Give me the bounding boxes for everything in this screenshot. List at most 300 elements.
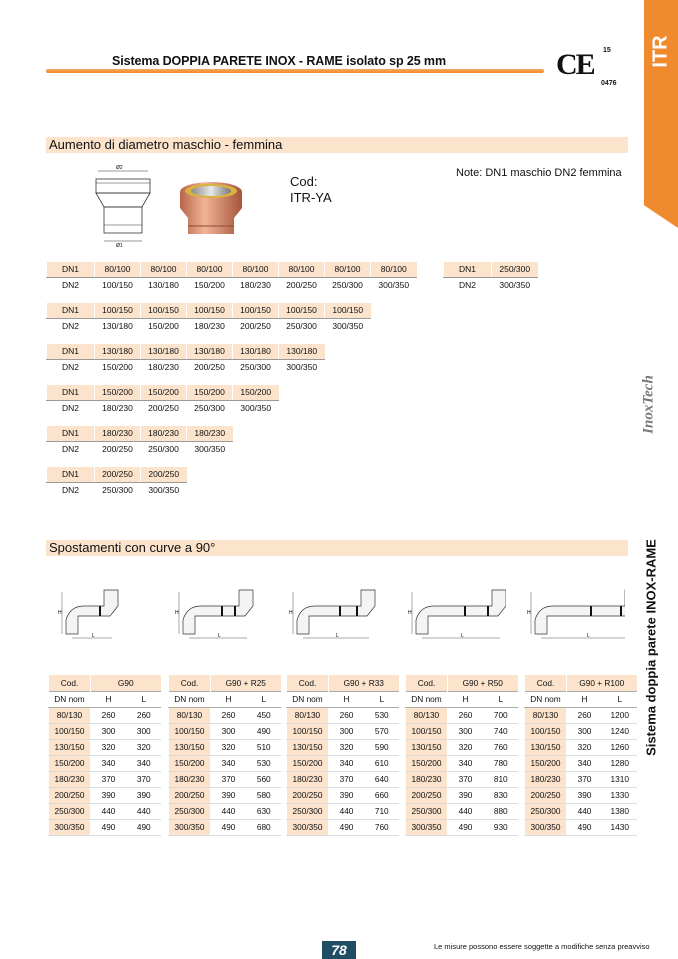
offset-table	[405, 675, 518, 836]
table-cell: 200/250	[169, 787, 211, 803]
svg-text:L: L	[218, 633, 221, 639]
table-cell: 180/230	[49, 771, 91, 787]
table-cell: 300/350	[49, 819, 91, 835]
table-cell: 300	[448, 723, 484, 739]
dn-row	[47, 262, 417, 277]
table-row	[169, 803, 281, 819]
section-title-offsets: Spostamenti con curve a 90°	[46, 540, 628, 556]
table-cell: 130/150	[525, 739, 567, 755]
row-label: DN1	[47, 426, 95, 441]
code-label: Cod:	[290, 174, 318, 189]
table-cell: 340	[567, 755, 603, 771]
column-header: H	[448, 691, 484, 707]
dn-row	[47, 303, 371, 318]
product-code-cell: G90 + R50	[448, 675, 518, 691]
table-cell: 100/150	[406, 723, 448, 739]
table-row	[49, 739, 161, 755]
dn-cell: 100/150	[279, 303, 325, 318]
dn-cell: 180/230	[95, 400, 141, 415]
cod-label: Cod.	[49, 675, 91, 691]
table-cell: 250/300	[406, 803, 448, 819]
table-row	[525, 755, 637, 771]
dn-cell: 200/250	[233, 318, 279, 333]
svg-text:H: H	[58, 610, 62, 616]
ce-number-top: 15	[603, 47, 611, 54]
offset-diagram	[406, 586, 506, 642]
dn-cell: 100/150	[95, 303, 141, 318]
dn-cell: 80/100	[141, 262, 187, 277]
table-cell: 150/200	[169, 755, 211, 771]
svg-text:L: L	[461, 633, 464, 639]
dn-row	[444, 262, 538, 277]
table-cell: 100/150	[525, 723, 567, 739]
offset-diagram	[525, 586, 625, 642]
dn-cell: 150/200	[95, 359, 141, 374]
table-cell: 440	[211, 803, 247, 819]
svg-text:H: H	[289, 610, 293, 616]
table-cell: 490	[127, 819, 161, 835]
table-cell: 390	[448, 787, 484, 803]
table-row	[169, 707, 281, 723]
dn-cell: 130/180	[141, 344, 187, 359]
table-cell: 1280	[603, 755, 637, 771]
svg-text:L: L	[587, 633, 590, 639]
footer-disclaimer: Le misure possono essere soggette a modifiche senza preavviso	[434, 942, 650, 951]
table-cell: 320	[211, 739, 247, 755]
row-label: DN1	[47, 344, 95, 359]
dn-row	[47, 359, 325, 374]
dn-cell: 150/200	[141, 318, 187, 333]
table-cell: 370	[127, 771, 161, 787]
table-cell: 340	[91, 755, 127, 771]
dn-cell: 80/100	[371, 262, 417, 277]
table-cell: 390	[211, 787, 247, 803]
dn-cell: 180/230	[141, 426, 187, 441]
column-header: L	[603, 691, 637, 707]
table-cell: 80/130	[287, 707, 329, 723]
table-row	[406, 755, 518, 771]
dn-cell: 250/300	[325, 277, 371, 292]
offset-table	[286, 675, 399, 836]
column-header: L	[247, 691, 281, 707]
column-header-row	[406, 691, 518, 707]
svg-text:H: H	[175, 610, 179, 616]
dn-table	[46, 385, 279, 415]
table-row	[406, 723, 518, 739]
table-row	[169, 755, 281, 771]
table-cell: 300	[127, 723, 161, 739]
row-label: DN2	[47, 359, 95, 374]
table-row	[287, 787, 399, 803]
row-label: DN2	[47, 400, 95, 415]
table-cell: 880	[484, 803, 518, 819]
svg-text:L: L	[92, 633, 95, 639]
table-cell: 100/150	[49, 723, 91, 739]
table-cell: 590	[365, 739, 399, 755]
dn-cell: 130/180	[187, 344, 233, 359]
row-label: DN1	[47, 262, 95, 277]
table-cell: 320	[329, 739, 365, 755]
table-row	[169, 723, 281, 739]
table-cell: 260	[127, 707, 161, 723]
table-cell: 300/350	[406, 819, 448, 835]
dn-cell: 150/200	[187, 277, 233, 292]
table-cell: 1430	[603, 819, 637, 835]
dn-cell: 180/230	[187, 318, 233, 333]
page-number: 78	[322, 941, 356, 959]
row-label: DN1	[444, 262, 492, 277]
column-header: L	[127, 691, 161, 707]
dn-row	[47, 482, 187, 497]
table-cell: 630	[247, 803, 281, 819]
dn-cell: 200/250	[187, 359, 233, 374]
dn-cell: 200/250	[141, 400, 187, 415]
table-row	[49, 755, 161, 771]
table-cell: 610	[365, 755, 399, 771]
column-header: DN nom	[287, 691, 329, 707]
table-cell: 130/150	[287, 739, 329, 755]
row-label: DN1	[47, 467, 95, 482]
increaser-drawing	[86, 163, 158, 247]
table-header-row	[49, 675, 161, 691]
table-cell: 510	[247, 739, 281, 755]
code-value: ITR-YA	[290, 190, 332, 205]
table-cell: 440	[567, 803, 603, 819]
dn-cell: 150/200	[95, 385, 141, 400]
table-row	[406, 787, 518, 803]
table-cell: 760	[365, 819, 399, 835]
table-header-row	[169, 675, 281, 691]
table-cell: 440	[448, 803, 484, 819]
table-cell: 150/200	[287, 755, 329, 771]
table-cell: 700	[484, 707, 518, 723]
table-row	[287, 755, 399, 771]
column-header: H	[211, 691, 247, 707]
table-cell: 300/350	[169, 819, 211, 835]
table-row	[169, 819, 281, 835]
table-cell: 1380	[603, 803, 637, 819]
offset-diagram	[173, 586, 273, 642]
table-cell: 1330	[603, 787, 637, 803]
table-cell: 150/200	[525, 755, 567, 771]
table-cell: 440	[91, 803, 127, 819]
table-row	[406, 739, 518, 755]
table-cell: 1240	[603, 723, 637, 739]
table-cell: 300	[211, 723, 247, 739]
product-code	[290, 174, 332, 206]
table-cell: 300/350	[287, 819, 329, 835]
table-row	[406, 707, 518, 723]
table-row	[525, 819, 637, 835]
table-cell: 340	[448, 755, 484, 771]
dn-cell: 100/150	[233, 303, 279, 318]
table-cell: 300	[91, 723, 127, 739]
dn-cell: 100/150	[325, 303, 371, 318]
table-row	[49, 787, 161, 803]
table-cell: 370	[567, 771, 603, 787]
table-cell: 200/250	[525, 787, 567, 803]
table-cell: 490	[567, 819, 603, 835]
table-row	[49, 803, 161, 819]
row-label: DN2	[47, 318, 95, 333]
dn-cell: 130/180	[141, 277, 187, 292]
table-cell: 370	[91, 771, 127, 787]
ce-mark: CE	[556, 48, 594, 81]
table-cell: 560	[247, 771, 281, 787]
dn-cell: 130/180	[279, 344, 325, 359]
table-cell: 530	[247, 755, 281, 771]
table-row	[49, 771, 161, 787]
dn-cell: 130/180	[95, 318, 141, 333]
table-cell: 260	[211, 707, 247, 723]
title-underline	[46, 69, 544, 73]
table-cell: 1310	[603, 771, 637, 787]
dn-cell: 200/250	[141, 467, 187, 482]
dn-row	[47, 400, 279, 415]
column-header-row	[287, 691, 399, 707]
table-cell: 180/230	[287, 771, 329, 787]
dn-cell: 100/150	[187, 303, 233, 318]
dn-cell: 80/100	[325, 262, 371, 277]
table-cell: 680	[247, 819, 281, 835]
dn-row	[444, 277, 538, 292]
column-header: H	[567, 691, 603, 707]
dn-cell: 130/180	[233, 344, 279, 359]
table-cell: 710	[365, 803, 399, 819]
table-cell: 300	[329, 723, 365, 739]
table-header-row	[406, 675, 518, 691]
cod-label: Cod.	[406, 675, 448, 691]
dn-table	[443, 262, 538, 292]
dn-cell: 100/150	[95, 277, 141, 292]
dn-row	[47, 441, 233, 456]
table-cell: 640	[365, 771, 399, 787]
offset-diagram	[287, 586, 387, 642]
table-cell: 260	[329, 707, 365, 723]
cod-label: Cod.	[525, 675, 567, 691]
table-row	[525, 723, 637, 739]
table-cell: 490	[448, 819, 484, 835]
table-cell: 80/130	[525, 707, 567, 723]
dn-cell: 80/100	[233, 262, 279, 277]
table-cell: 180/230	[525, 771, 567, 787]
diameter-2-label: Ø2	[116, 165, 123, 171]
table-row	[49, 707, 161, 723]
dn-cell: 180/230	[187, 426, 233, 441]
table-cell: 740	[484, 723, 518, 739]
dn-table	[46, 467, 187, 497]
column-header-row	[169, 691, 281, 707]
dn-cell: 300/350	[492, 277, 538, 292]
table-cell: 80/130	[406, 707, 448, 723]
dn-cell: 200/250	[279, 277, 325, 292]
table-row	[525, 787, 637, 803]
table-cell: 320	[127, 739, 161, 755]
table-header-row	[525, 675, 637, 691]
product-code-cell: G90 + R25	[211, 675, 281, 691]
dn-cell: 150/200	[187, 385, 233, 400]
page-title: Sistema DOPPIA PARETE INOX - RAME isolato sp 25 mm	[112, 54, 446, 68]
svg-text:H: H	[527, 610, 531, 616]
dn-row	[47, 385, 279, 400]
table-cell: 150/200	[49, 755, 91, 771]
dn-cell: 100/150	[141, 303, 187, 318]
table-cell: 490	[211, 819, 247, 835]
table-cell: 320	[448, 739, 484, 755]
table-cell: 810	[484, 771, 518, 787]
dn-cell: 200/250	[95, 441, 141, 456]
svg-text:H: H	[408, 610, 412, 616]
table-cell: 80/130	[169, 707, 211, 723]
table-cell: 260	[448, 707, 484, 723]
table-row	[49, 723, 161, 739]
table-cell: 490	[247, 723, 281, 739]
dn-row	[47, 467, 187, 482]
ce-number-bottom: 0476	[601, 80, 617, 87]
table-cell: 250/300	[525, 803, 567, 819]
dn-cell: 250/300	[279, 318, 325, 333]
table-cell: 200/250	[49, 787, 91, 803]
table-row	[287, 739, 399, 755]
table-row	[525, 739, 637, 755]
table-row	[169, 739, 281, 755]
brand-logo: InoxTech	[640, 375, 657, 434]
column-header-row	[49, 691, 161, 707]
product-code-cell: G90	[91, 675, 161, 691]
dn-cell: 80/100	[187, 262, 233, 277]
table-cell: 390	[567, 787, 603, 803]
table-row	[287, 707, 399, 723]
table-cell: 260	[567, 707, 603, 723]
offset-table	[524, 675, 637, 836]
table-row	[287, 771, 399, 787]
dn-cell: 300/350	[141, 482, 187, 497]
section-title-increaser: Aumento di diametro maschio - femmina	[46, 137, 628, 153]
dn-cell: 80/100	[279, 262, 325, 277]
dn-row	[47, 426, 233, 441]
column-header: L	[484, 691, 518, 707]
dn-cell: 250/300	[187, 400, 233, 415]
table-cell: 570	[365, 723, 399, 739]
dn-table	[46, 303, 371, 333]
column-header: DN nom	[525, 691, 567, 707]
table-cell: 180/230	[169, 771, 211, 787]
side-tab-label: ITR	[649, 35, 672, 68]
table-cell: 300	[567, 723, 603, 739]
table-cell: 530	[365, 707, 399, 723]
dn-cell: 150/200	[141, 385, 187, 400]
table-row	[525, 803, 637, 819]
table-header-row	[287, 675, 399, 691]
table-cell: 1260	[603, 739, 637, 755]
table-cell: 450	[247, 707, 281, 723]
row-label: DN2	[47, 441, 95, 456]
row-label: DN2	[47, 482, 95, 497]
dn-cell: 300/350	[279, 359, 325, 374]
table-cell: 320	[91, 739, 127, 755]
dn-cell: 200/250	[95, 467, 141, 482]
offset-table	[48, 675, 161, 836]
table-cell: 100/150	[169, 723, 211, 739]
dn-cell: 250/300	[492, 262, 538, 277]
table-cell: 780	[484, 755, 518, 771]
table-row	[525, 707, 637, 723]
table-cell: 390	[127, 787, 161, 803]
dn-cell: 300/350	[233, 400, 279, 415]
row-label: DN2	[444, 277, 492, 292]
table-row	[169, 787, 281, 803]
dn-cell: 300/350	[325, 318, 371, 333]
table-cell: 370	[448, 771, 484, 787]
dn-row	[47, 277, 417, 292]
table-cell: 1200	[603, 707, 637, 723]
row-label: DN2	[47, 277, 95, 292]
table-cell: 180/230	[406, 771, 448, 787]
column-header-row	[525, 691, 637, 707]
dn-cell: 150/200	[233, 385, 279, 400]
column-header: H	[91, 691, 127, 707]
table-cell: 100/150	[287, 723, 329, 739]
table-cell: 490	[91, 819, 127, 835]
table-row	[287, 723, 399, 739]
table-cell: 130/150	[169, 739, 211, 755]
cod-label: Cod.	[287, 675, 329, 691]
table-cell: 580	[247, 787, 281, 803]
dn-cell: 250/300	[141, 441, 187, 456]
table-cell: 150/200	[406, 755, 448, 771]
table-cell: 830	[484, 787, 518, 803]
table-cell: 130/150	[406, 739, 448, 755]
column-header: H	[329, 691, 365, 707]
table-cell: 660	[365, 787, 399, 803]
side-caption: Sistema doppia parete INOX-RAME	[643, 539, 659, 756]
table-row	[406, 819, 518, 835]
table-cell: 760	[484, 739, 518, 755]
table-cell: 390	[329, 787, 365, 803]
increaser-photo	[176, 178, 246, 240]
dn-cell: 180/230	[95, 426, 141, 441]
table-row	[49, 819, 161, 835]
dn-row	[47, 318, 371, 333]
table-cell: 370	[329, 771, 365, 787]
column-header: DN nom	[49, 691, 91, 707]
table-cell: 340	[211, 755, 247, 771]
dn-cell: 300/350	[187, 441, 233, 456]
table-cell: 440	[329, 803, 365, 819]
table-cell: 200/250	[406, 787, 448, 803]
product-code-cell: G90 + R33	[329, 675, 399, 691]
row-label: DN1	[47, 385, 95, 400]
dn-cell: 130/180	[95, 344, 141, 359]
dn-cell: 300/350	[371, 277, 417, 292]
table-cell: 260	[91, 707, 127, 723]
table-row	[287, 819, 399, 835]
table-cell: 490	[329, 819, 365, 835]
table-row	[406, 803, 518, 819]
offset-diagram	[56, 586, 156, 642]
table-cell: 370	[211, 771, 247, 787]
row-label: DN1	[47, 303, 95, 318]
note-text: Note: DN1 maschio DN2 femmina	[456, 167, 622, 179]
dn-table	[46, 262, 417, 292]
table-cell: 320	[567, 739, 603, 755]
dn-row	[47, 344, 325, 359]
table-cell: 130/150	[49, 739, 91, 755]
offset-table	[168, 675, 281, 836]
dn-cell: 180/230	[233, 277, 279, 292]
dn-cell: 80/100	[95, 262, 141, 277]
dn-cell: 180/230	[141, 359, 187, 374]
